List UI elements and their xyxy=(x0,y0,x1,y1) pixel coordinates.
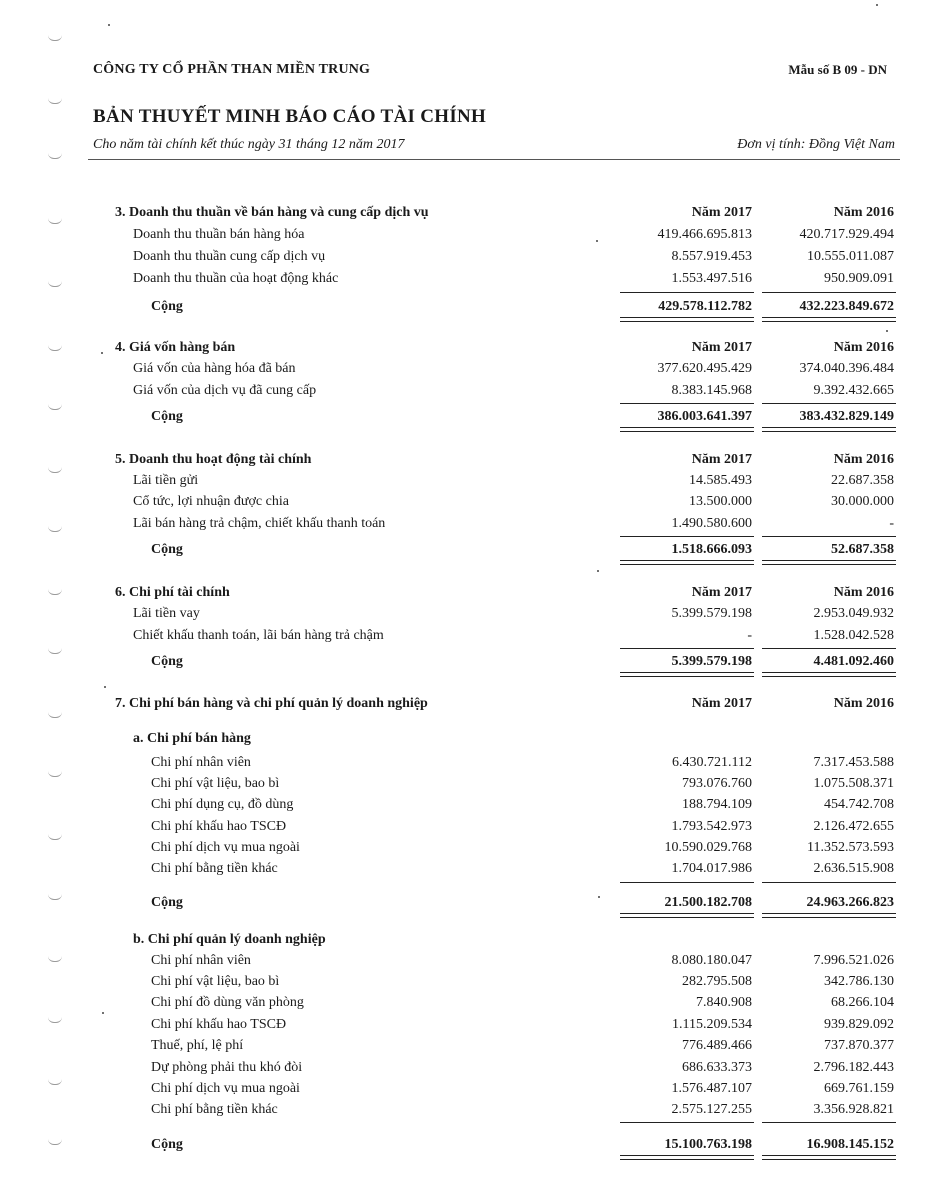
table-row xyxy=(0,492,927,512)
section-5-header xyxy=(0,450,927,470)
total-double-rule xyxy=(762,913,896,918)
section-7-header xyxy=(0,694,927,714)
table-row xyxy=(0,993,927,1013)
value-2017: 1.553.497.516 xyxy=(671,271,752,286)
value-2016: 342.786.130 xyxy=(824,974,894,989)
table-row xyxy=(0,359,927,379)
section-4-header xyxy=(0,338,927,358)
total-row xyxy=(0,297,927,317)
total-2016: 4.481.092.460 xyxy=(813,654,894,669)
subtotal-rule xyxy=(620,882,754,883)
total-double-rule xyxy=(620,427,754,432)
row-label: Chiết khấu thanh toán, lãi bán hàng trả chậm xyxy=(133,628,384,643)
value-2017: 5.399.579.198 xyxy=(671,606,752,621)
subsection-a-header xyxy=(0,729,927,749)
table-row xyxy=(0,795,927,815)
reporting-period: Cho năm tài chính kết thúc ngày 31 tháng 12 năm 2017 xyxy=(93,137,405,152)
table-row xyxy=(0,604,927,624)
document-title: BẢN THUYẾT MINH BÁO CÁO TÀI CHÍNH xyxy=(93,106,487,127)
row-label: Giá vốn của hàng hóa đã bán xyxy=(133,361,296,376)
total-2017: 15.100.763.198 xyxy=(664,1137,752,1152)
total-double-rule xyxy=(620,913,754,918)
scan-speck xyxy=(876,4,878,6)
value-2016: 669.761.159 xyxy=(824,1081,894,1096)
col-2017-header: Năm 2017 xyxy=(691,205,752,220)
scan-mark xyxy=(48,711,62,718)
value-2016: 1.528.042.528 xyxy=(813,628,894,643)
row-label: Chi phí dụng cụ, đồ dùng xyxy=(151,797,294,812)
table-row xyxy=(0,381,927,401)
section-title: 4. Giá vốn hàng bán xyxy=(115,340,236,355)
table-row xyxy=(0,951,927,971)
value-2017: - xyxy=(747,628,752,643)
total-2017: 21.500.182.708 xyxy=(664,895,752,910)
row-label: Giá vốn của dịch vụ đã cung cấp xyxy=(133,383,317,398)
col-2016-header: Năm 2016 xyxy=(833,696,894,711)
row-label: Doanh thu thuần của hoạt động khác xyxy=(133,271,339,286)
value-2017: 1.576.487.107 xyxy=(671,1081,752,1096)
col-2017-header: Năm 2017 xyxy=(691,696,752,711)
col-2016-header: Năm 2016 xyxy=(833,205,894,220)
row-label: Cổ tức, lợi nhuận được chia xyxy=(133,494,289,509)
value-2016: 3.356.928.821 xyxy=(813,1102,894,1117)
value-2016: 2.796.182.443 xyxy=(813,1060,894,1075)
table-row xyxy=(0,471,927,491)
subsection-title: b. Chi phí quản lý doanh nghiệp xyxy=(133,932,326,947)
total-2016: 24.963.266.823 xyxy=(806,895,894,910)
total-2017: 386.003.641.397 xyxy=(657,409,752,424)
table-row xyxy=(0,1015,927,1035)
col-2017-header: Năm 2017 xyxy=(691,340,752,355)
row-label: Thuế, phí, lệ phí xyxy=(151,1038,244,1053)
subtotal-rule xyxy=(620,648,754,649)
total-double-rule xyxy=(762,427,896,432)
value-2016: 11.352.573.593 xyxy=(807,840,894,855)
value-2016: 7.996.521.026 xyxy=(813,953,894,968)
value-2017: 1.704.017.986 xyxy=(671,861,752,876)
scan-mark xyxy=(48,97,62,104)
table-row xyxy=(0,1036,927,1056)
value-2017: 1.490.580.600 xyxy=(671,516,752,531)
section-title: 3. Doanh thu thuần về bán hàng và cung cấp dịch vụ xyxy=(115,205,429,220)
table-row xyxy=(0,817,927,837)
currency-unit: Đơn vị tính: Đồng Việt Nam xyxy=(737,137,895,152)
value-2017: 686.633.373 xyxy=(682,1060,752,1075)
value-2017: 188.794.109 xyxy=(682,797,752,812)
scan-speck xyxy=(886,330,888,332)
table-row xyxy=(0,1058,927,1078)
row-label: Lãi tiền gửi xyxy=(133,473,199,488)
value-2017: 1.115.209.534 xyxy=(672,1017,752,1032)
value-2016: 7.317.453.588 xyxy=(813,755,894,770)
value-2017: 14.585.493 xyxy=(689,473,752,488)
total-row xyxy=(0,540,927,560)
table-row xyxy=(0,225,927,245)
table-row xyxy=(0,859,927,879)
row-label: Doanh thu thuần bán hàng hóa xyxy=(133,227,305,242)
value-2017: 13.500.000 xyxy=(689,494,752,509)
row-label: Lãi tiền vay xyxy=(133,606,200,621)
value-2017: 8.080.180.047 xyxy=(671,953,752,968)
subtotal-rule xyxy=(620,536,754,537)
value-2016: 68.266.104 xyxy=(831,995,894,1010)
value-2016: 374.040.396.484 xyxy=(799,361,894,376)
subtotal-rule xyxy=(762,1122,896,1123)
total-row xyxy=(0,1135,927,1155)
value-2017: 282.795.508 xyxy=(682,974,752,989)
total-row xyxy=(0,407,927,427)
subtotal-rule xyxy=(762,648,896,649)
row-label: Chi phí bằng tiền khác xyxy=(151,861,278,876)
value-2016: 30.000.000 xyxy=(831,494,894,509)
value-2017: 2.575.127.255 xyxy=(671,1102,752,1117)
subtotal-rule xyxy=(762,403,896,404)
value-2016: 9.392.432.665 xyxy=(813,383,894,398)
value-2016: 737.870.377 xyxy=(824,1038,894,1053)
row-label: Chi phí dịch vụ mua ngoài xyxy=(151,840,300,855)
value-2017: 6.430.721.112 xyxy=(672,755,752,770)
scan-speck xyxy=(597,570,599,572)
total-double-rule xyxy=(620,1155,754,1160)
value-2016: 1.075.508.371 xyxy=(813,776,894,791)
scan-mark xyxy=(48,34,62,41)
col-2016-header: Năm 2016 xyxy=(833,585,894,600)
table-row xyxy=(0,247,927,267)
value-2016: 10.555.011.087 xyxy=(807,249,894,264)
value-2016: 2.636.515.908 xyxy=(813,861,894,876)
table-row xyxy=(0,972,927,992)
total-2017: 5.399.579.198 xyxy=(671,654,752,669)
total-label: Cộng xyxy=(151,409,183,424)
subsection-title: a. Chi phí bán hàng xyxy=(133,731,251,746)
subtotal-rule xyxy=(762,536,896,537)
total-double-rule xyxy=(620,317,754,322)
value-2017: 793.076.760 xyxy=(682,776,752,791)
table-row xyxy=(0,774,927,794)
total-2016: 383.432.829.149 xyxy=(799,409,894,424)
total-label: Cộng xyxy=(151,299,183,314)
row-label: Chi phí đồ dùng văn phòng xyxy=(151,995,304,1010)
subtotal-rule xyxy=(620,292,754,293)
total-2017: 429.578.112.782 xyxy=(658,299,752,314)
total-double-rule xyxy=(762,560,896,565)
value-2017: 377.620.495.429 xyxy=(657,361,752,376)
value-2017: 10.590.029.768 xyxy=(664,840,752,855)
total-double-rule xyxy=(762,1155,896,1160)
row-label: Doanh thu thuần cung cấp dịch vụ xyxy=(133,249,326,264)
subsection-b-header xyxy=(0,930,927,950)
value-2016: 950.909.091 xyxy=(824,271,894,286)
total-2017: 1.518.666.093 xyxy=(671,542,752,557)
section-3-header xyxy=(0,203,927,223)
row-label: Chi phí vật liệu, bao bì xyxy=(151,974,280,989)
scan-speck xyxy=(596,240,598,242)
row-label: Chi phí bằng tiền khác xyxy=(151,1102,278,1117)
total-2016: 432.223.849.672 xyxy=(799,299,894,314)
subtotal-rule xyxy=(762,882,896,883)
total-double-rule xyxy=(762,672,896,677)
value-2016: 420.717.929.494 xyxy=(799,227,894,242)
value-2016: 22.687.358 xyxy=(831,473,894,488)
table-row xyxy=(0,269,927,289)
row-label: Chi phí khấu hao TSCĐ xyxy=(151,1017,287,1032)
col-2017-header: Năm 2017 xyxy=(691,585,752,600)
header-divider xyxy=(88,159,900,160)
subtotal-rule xyxy=(620,403,754,404)
value-2017: 7.840.908 xyxy=(696,995,752,1010)
scan-speck xyxy=(598,896,600,898)
total-label: Cộng xyxy=(151,654,183,669)
subtotal-rule xyxy=(620,1122,754,1123)
value-2017: 8.557.919.453 xyxy=(671,249,752,264)
value-2017: 8.383.145.968 xyxy=(671,383,752,398)
row-label: Chi phí nhân viên xyxy=(151,755,251,770)
table-row xyxy=(0,514,927,534)
row-label: Chi phí vật liệu, bao bì xyxy=(151,776,280,791)
table-row xyxy=(0,1100,927,1120)
total-double-rule xyxy=(620,672,754,677)
value-2017: 776.489.466 xyxy=(682,1038,752,1053)
row-label: Lãi bán hàng trả chậm, chiết khấu thanh toán xyxy=(133,516,386,531)
total-row xyxy=(0,652,927,672)
total-double-rule xyxy=(620,560,754,565)
value-2016: 2.953.049.932 xyxy=(813,606,894,621)
row-label: Chi phí dịch vụ mua ngoài xyxy=(151,1081,300,1096)
subtotal-rule xyxy=(762,292,896,293)
col-2016-header: Năm 2016 xyxy=(833,452,894,467)
scan-speck xyxy=(104,686,106,688)
company-name: CÔNG TY CỔ PHẦN THAN MIỀN TRUNG xyxy=(93,62,371,77)
section-title: 6. Chi phí tài chính xyxy=(115,585,230,600)
value-2016: 2.126.472.655 xyxy=(813,819,894,834)
scan-speck xyxy=(101,352,103,354)
table-row xyxy=(0,753,927,773)
row-label: Chi phí khấu hao TSCĐ xyxy=(151,819,287,834)
scan-speck xyxy=(102,1012,104,1014)
form-number: Mẫu số B 09 - DN xyxy=(788,62,887,77)
scan-speck xyxy=(108,24,110,26)
col-2016-header: Năm 2016 xyxy=(833,340,894,355)
section-title: 5. Doanh thu hoạt động tài chính xyxy=(115,452,312,467)
total-label: Cộng xyxy=(151,542,183,557)
scan-mark xyxy=(48,152,62,159)
total-label: Cộng xyxy=(151,1137,183,1152)
table-row xyxy=(0,838,927,858)
total-label: Cộng xyxy=(151,895,183,910)
col-2017-header: Năm 2017 xyxy=(691,452,752,467)
value-2016: 939.829.092 xyxy=(824,1017,894,1032)
value-2016: 454.742.708 xyxy=(824,797,894,812)
value-2017: 419.466.695.813 xyxy=(657,227,752,242)
row-label: Dự phòng phải thu khó đòi xyxy=(151,1060,303,1075)
row-label: Chi phí nhân viên xyxy=(151,953,251,968)
total-row xyxy=(0,893,927,913)
table-row xyxy=(0,1079,927,1099)
value-2017: 1.793.542.973 xyxy=(671,819,752,834)
section-6-header xyxy=(0,583,927,603)
total-2016: 16.908.145.152 xyxy=(806,1137,894,1152)
section-title: 7. Chi phí bán hàng và chi phí quản lý doanh nghiệp xyxy=(115,696,428,711)
total-double-rule xyxy=(762,317,896,322)
total-2016: 52.687.358 xyxy=(831,542,894,557)
table-row xyxy=(0,626,927,646)
value-2016: - xyxy=(889,516,894,531)
